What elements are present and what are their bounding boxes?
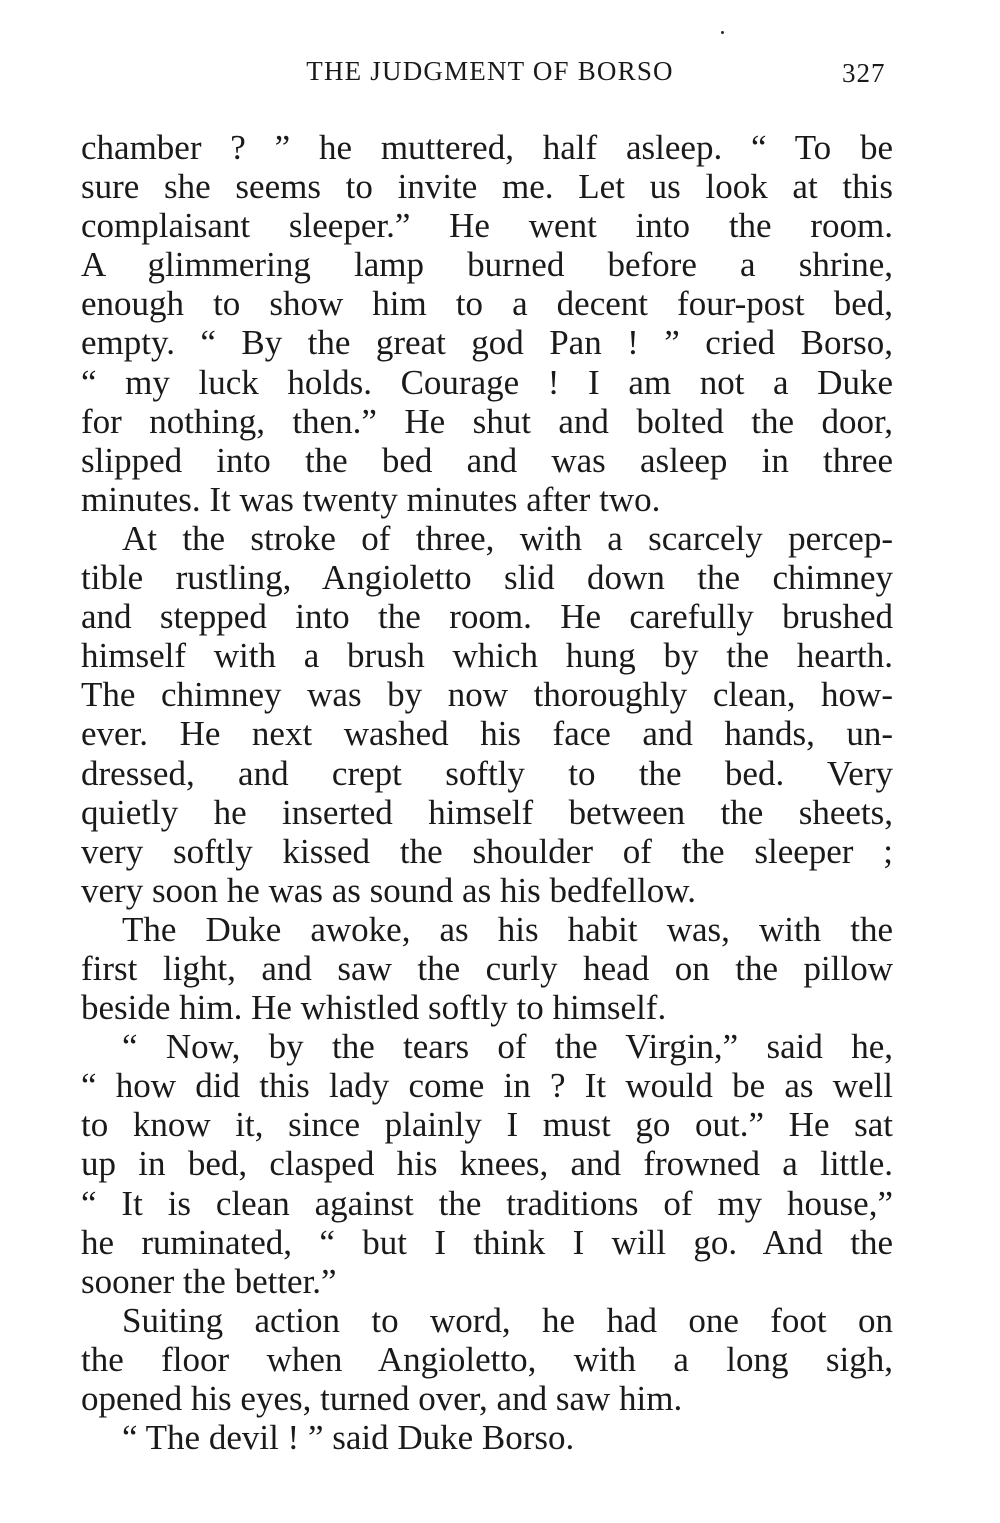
text-line: ever. He next washed his face and hands, un- bbox=[81, 714, 893, 754]
paragraph-start-line: “ Now, by the tears of the Virgin,” said he, bbox=[122, 1027, 893, 1067]
running-title: THE JUDGMENT OF BORSO bbox=[306, 56, 674, 86]
text-line: A glimmering lamp burned before a shrine, bbox=[81, 245, 893, 285]
ink-speck bbox=[721, 31, 724, 34]
text-line: for nothing, then.” He shut and bolted the door, bbox=[81, 401, 893, 441]
paragraph-start-line: “ The devil ! ” said Duke Borso. bbox=[122, 1418, 575, 1458]
text-line: minutes. It was twenty minutes after two. bbox=[81, 479, 661, 519]
text-line: sure she seems to invite me. Let us look at this bbox=[81, 167, 893, 207]
text-line: tible rustling, Angioletto slid down the chimney bbox=[81, 558, 893, 598]
page-number: 327 bbox=[842, 58, 886, 88]
text-line: and stepped into the room. He carefully brushed bbox=[81, 597, 893, 637]
text-line: enough to show him to a decent four-post bed, bbox=[81, 284, 893, 324]
text-line: “ It is clean against the traditions of my house,” bbox=[81, 1183, 893, 1223]
running-head bbox=[0, 56, 1000, 96]
text-line: “ my luck holds. Courage ! I am not a Duke bbox=[81, 362, 893, 402]
text-line: to know it, since plainly I must go out.” He sat bbox=[81, 1105, 893, 1145]
text-line: slipped into the bed and was asleep in three bbox=[81, 440, 893, 480]
text-line: sooner the better.” bbox=[81, 1261, 337, 1301]
text-line: complaisant sleeper.” He went into the room. bbox=[81, 206, 893, 246]
text-line: very softly kissed the shoulder of the sleeper ; bbox=[81, 831, 893, 871]
text-line: The chimney was by now thoroughly clean, how- bbox=[81, 675, 893, 715]
paragraph-start-line: Suiting action to word, he had one foot on bbox=[122, 1300, 893, 1340]
text-line: up in bed, clasped his knees, and frowned a little. bbox=[81, 1144, 893, 1184]
paragraph-start-line: At the stroke of three, with a scarcely percep- bbox=[122, 518, 893, 558]
text-line: opened his eyes, turned over, and saw him. bbox=[81, 1379, 683, 1418]
text-line: himself with a brush which hung by the hearth. bbox=[81, 636, 893, 676]
text-line: beside him. He whistled softly to himself. bbox=[81, 988, 667, 1028]
text-line: the floor when Angioletto, with a long sigh, bbox=[81, 1339, 893, 1379]
text-line: very soon he was as sound as his bedfellow. bbox=[81, 870, 696, 910]
text-line: dressed, and crept softly to the bed. Very bbox=[81, 753, 893, 793]
text-line: empty. “ By the great god Pan ! ” cried Borso, bbox=[81, 323, 893, 363]
text-line: chamber ? ” he muttered, half asleep. “ To be bbox=[81, 128, 893, 167]
paragraph-start-line: The Duke awoke, as his habit was, with the bbox=[122, 909, 893, 949]
text-line: he ruminated, “ but I think I will go. And the bbox=[81, 1222, 893, 1262]
text-line: quietly he inserted himself between the sheets, bbox=[81, 792, 893, 832]
text-line: “ how did this lady come in ? It would be as well bbox=[81, 1066, 893, 1106]
text-line: first light, and saw the curly head on the pillow bbox=[81, 948, 893, 988]
body-text bbox=[81, 128, 893, 1457]
